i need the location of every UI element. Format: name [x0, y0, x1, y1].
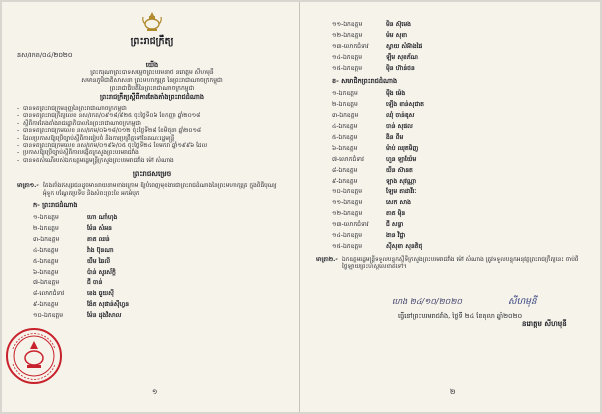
appointee-list-continued	[316, 20, 590, 74]
member-row	[316, 89, 590, 100]
member-name: ឈុំ ចាន់ឌុស	[386, 112, 415, 120]
appointee-title: ៤-ឯកឧត្តម	[33, 246, 59, 254]
royal-emblem-icon	[140, 11, 164, 33]
appointee-title: ៩-ឯកឧត្តម	[33, 301, 59, 309]
subsection-heading: ក- ព្រះរាជដំណាង	[33, 201, 78, 210]
appointee-title: ១៥-ឯកឧត្តម	[332, 64, 362, 72]
member-title: ១០-ឯកឧត្តម	[332, 188, 362, 196]
member-list	[316, 89, 590, 252]
member-name: តាត ម៉ិន	[386, 210, 406, 218]
member-row	[316, 155, 590, 166]
page-right	[300, 2, 600, 412]
consideration-item: - បានទតព្រះរាជក្រមលេខ នស/រកម/០១៩៦/០៥ ចុះថ្ងៃទី២៤ ខែមករា ឆ្នាំ១៩៩៦ ដែល	[17, 143, 287, 150]
article-text: ឯកឧត្តមរដ្ឋមន្ត្រីទទួលបន្ទុកស្តីទីក្រសួងព្រះបរមរាជវាំង ម៉ៅ សំណាង ត្រូវទទួលបន្ទុកអនុវត្តព្រះរាជក្រឹត្យនេះ ចាប់ពីថ្ងៃឡាយព្រះហស្តលេខាតទៅ។	[342, 256, 579, 271]
appointee-title: ១២-ឯកឧត្តម	[332, 31, 363, 39]
appointee-row	[17, 289, 287, 300]
article-label: មាត្រា២.-	[316, 256, 338, 263]
appointee-row	[17, 235, 287, 246]
member-row	[316, 209, 590, 220]
member-row	[316, 144, 590, 155]
member-row	[316, 242, 590, 253]
appointee-title: ៣-ឯកឧត្តម	[33, 235, 60, 243]
countersignature: ហេង ២៤/១០/២០២០	[392, 297, 463, 306]
article-text: តែងតាំងឥស្សរជនដូចមានរាយនាមខាងក្រោម ឱ្យបំពេញមុខងារជាព្រះរាជដំណាងនៃព្រះមហាក្សត្រ ក្នុងពិធីបុណ្យអុំទូក បណ្តែតប្រទីប និងសំពះព្រះខែ អកអំបុក	[43, 183, 277, 197]
considerations-list	[17, 106, 287, 165]
intro-line: ព្រះរាជាធិបតីនៃព្រះរាជាណាចក្រកម្ពុជា	[109, 85, 195, 92]
member-title: ២-ឯកឧត្តម	[332, 101, 358, 109]
royal-signature: សីហមុនី	[508, 297, 537, 307]
member-name: ជី សន្ធា	[386, 221, 404, 229]
royal-seal-stamp	[5, 327, 63, 385]
member-title: ១៥-ឯកឧត្តម	[332, 242, 362, 250]
member-row	[316, 198, 590, 209]
consideration-item: - បានទតព្រះរាជក្រឹត្យលេខ នស/រកត/០៩១៨/៩២៥ ចុះថ្ងៃទី០៦ ខែកញ្ញា ឆ្នាំ២០១៨	[17, 113, 287, 120]
member-row	[316, 187, 590, 198]
member-row	[316, 100, 590, 111]
appointee-title: ១-ឯកឧត្តម	[33, 214, 59, 222]
intro-line: យើង	[145, 61, 159, 69]
consideration-item: - បានទតព្រះរាជក្រមនុញ្ញនៃព្រះរាជាណាចក្រកម្ពុជា	[17, 106, 287, 113]
member-name: យីន ស៊ានត	[386, 166, 413, 174]
appointee-title: ៨-លោកជំទាវ	[33, 290, 65, 298]
member-row	[316, 122, 590, 133]
member-row	[316, 166, 590, 177]
appointee-title: ១៣-លោកជំទាវ	[332, 42, 369, 50]
consideration-item: - ប្រកាសឱ្យប្រើច្បាប់ស្តីពីការបង្កើតក្រសួងព្រះបរមរាជវាំង	[17, 150, 287, 157]
member-title: ៧-លោកជំទាវ	[332, 155, 364, 163]
consideration-item: - ស្តីពីការតែងតាំងរាជរដ្ឋាភិបាលនៃព្រះរាជាណាចក្រកម្ពុជា	[17, 121, 287, 128]
signer-name: នរោត្តម សីហមុនី	[522, 320, 567, 328]
member-row	[316, 220, 590, 231]
appointee-name: យឹម ឆៃលី	[87, 257, 111, 265]
appointee-name: ង៉ែត សុផាន់ស៊ីហ្វន	[87, 301, 130, 309]
appointee-row	[17, 300, 287, 311]
page-number: ២	[450, 388, 456, 396]
appointee-row	[17, 268, 287, 279]
appointee-list	[17, 213, 287, 322]
appointee-name: ម៉ម សុខា	[386, 31, 408, 39]
subsection-heading: ខ- សមាជិកព្រះរាជដំណាង	[332, 77, 398, 86]
article-1	[17, 183, 287, 198]
appointee-title: ១១-ឯកឧត្តម	[332, 21, 363, 28]
appointee-row	[17, 224, 287, 235]
member-title: ៨-ឯកឧត្តម	[332, 166, 358, 174]
reference-number: នស/រកត/០៤/២០២០	[17, 51, 73, 59]
member-row	[316, 231, 590, 242]
consideration-item: - បានទតសំណើរបស់ឯកឧត្តមរដ្ឋមន្ត្រីក្រសួងព្រះបរមរាជវាំង ម៉ៅ សំណាង	[17, 158, 287, 165]
intro-line: សមានភូមិជាតិសាសនា ព្រះមហាក្សត្រ នៃព្រះរាជាណាចក្រកម្ពុជា	[81, 77, 223, 84]
appointee-row	[316, 42, 590, 53]
member-name: ឡែម តាដាវីរៈ	[386, 188, 417, 196]
page-number: ១	[152, 388, 158, 396]
member-title: ១៤-ឯកឧត្តម	[332, 232, 362, 240]
appointee-row	[316, 53, 590, 64]
appointee-title: ១៤-ឯកឧត្តម	[332, 53, 362, 61]
member-title: ១១-ឯកឧត្តម	[332, 199, 363, 207]
appointee-row	[316, 64, 590, 75]
appointee-name: ប៉ាន់ សូរស័ក្តិ	[87, 268, 116, 276]
appointee-row	[17, 278, 287, 289]
consideration-item: - ដែលប្រកាសឱ្យប្រើច្បាប់ស្តីពីការរៀបចំ និងការប្រព្រឹត្តទៅនៃគណៈរដ្ឋមន្ត្រី	[17, 136, 287, 143]
appointee-row	[316, 20, 590, 31]
place-and-date: ធ្វើនៅព្រះបរមរាជវាំង, ថ្ងៃទី ២៤ ខែតុលា ឆ្នាំ២០២០	[398, 312, 523, 320]
intro-block	[17, 61, 287, 101]
intro-line: ព្រះរាជក្រឹត្យស្តីពីការតែងតាំងព្រះរាជដំណាង	[100, 93, 204, 101]
article-2	[316, 257, 590, 272]
intro-line: ព្រះករុណាព្រះបាទសម្តេចព្រះបរមនាថ នរោត្តម សីហមុនី	[90, 69, 214, 76]
appointee-title: ២-ឯកឧត្តម	[33, 224, 59, 232]
appointee-name: ឡឹម សុខភ័ណ	[386, 53, 418, 61]
member-title: ៦-ឯកឧត្តម	[332, 144, 358, 152]
appointee-row	[17, 213, 287, 224]
appointee-row	[17, 311, 287, 322]
member-name: សេក សាង	[386, 199, 411, 207]
member-title: ៤-ឯកឧត្តម	[332, 123, 358, 131]
page-left	[2, 2, 300, 412]
consideration-item: - បានទតព្រះរាជក្រមលេខ នស/រកម/០៦១៨/០១២ ចុះថ្ងៃទី២៨ ខែមិថុនា ឆ្នាំ២០១៨	[17, 128, 287, 135]
appointee-title: ៧-ឯកឧត្តម	[33, 279, 60, 287]
member-name: ឡើង ខាន់សុជាត	[386, 101, 424, 109]
member-name: ហួន ឡាយ៉ែម	[386, 155, 417, 163]
decree-title: ព្រះរាជក្រឹត្យ	[130, 36, 174, 47]
appointee-name: មិន ស៊ុមេង	[386, 21, 411, 28]
member-name: ងិន ពីម	[386, 134, 404, 142]
member-title: ១២-ឯកឧត្តម	[332, 210, 363, 218]
member-row	[316, 111, 590, 122]
appointee-name: ម៉ែន ដុងវិសាល	[87, 312, 122, 320]
member-title: ៣-ឯកឧត្តម	[332, 112, 359, 120]
appointee-name: ខេង ធួយស៊ី	[87, 290, 114, 298]
appointee-name: វ៉ាង ប៊ុនណា	[87, 246, 114, 254]
appointee-row	[316, 31, 590, 42]
appointee-row	[17, 257, 287, 268]
appointee-name: ម៉ែន សំអន	[87, 224, 112, 232]
appointee-name: ស្វាយ សំអ៊ាងផៃ	[386, 42, 423, 50]
appointee-name: ជី ចាន់	[87, 279, 103, 287]
member-name: ឡាង សុវណ្ណា	[386, 177, 417, 185]
appointee-row	[17, 246, 287, 257]
member-name: ម៉ាប់ ឈុតមិញ	[386, 144, 419, 152]
member-name: ម៉ីង ម៉េង	[386, 90, 406, 98]
member-title: ៥-ឯកឧត្តម	[332, 134, 358, 142]
document-spread	[2, 2, 600, 412]
member-row	[316, 177, 590, 188]
article-label: មាត្រា១.-	[17, 183, 39, 190]
appointee-name: គាត ឈន់	[87, 235, 110, 243]
member-name: ងាន វិជ្ជា	[386, 232, 406, 240]
appointee-name: ម៉ិន ហ៊ាន់ថន	[386, 64, 415, 72]
decision-heading: ព្រះរាជសម្រេច	[132, 170, 172, 179]
appointee-title: ៦-ឯកឧត្តម	[33, 268, 59, 276]
member-title: ១៣-លោកជំទាវ	[332, 221, 369, 229]
member-name: ស៊ីសុខា សុនតិថុ	[386, 242, 423, 250]
appointee-title: ១០-ឯកឧត្តម	[33, 312, 63, 320]
member-title: ៩-ឯកឧត្តម	[332, 177, 358, 185]
member-row	[316, 133, 590, 144]
appointee-title: ៥-ឯកឧត្តម	[33, 257, 59, 265]
member-name: ចាន់ សុផល	[386, 123, 413, 131]
member-title: ១-ឯកឧត្តម	[332, 90, 358, 98]
appointee-name: ហោ ណាំហុង	[87, 214, 118, 222]
